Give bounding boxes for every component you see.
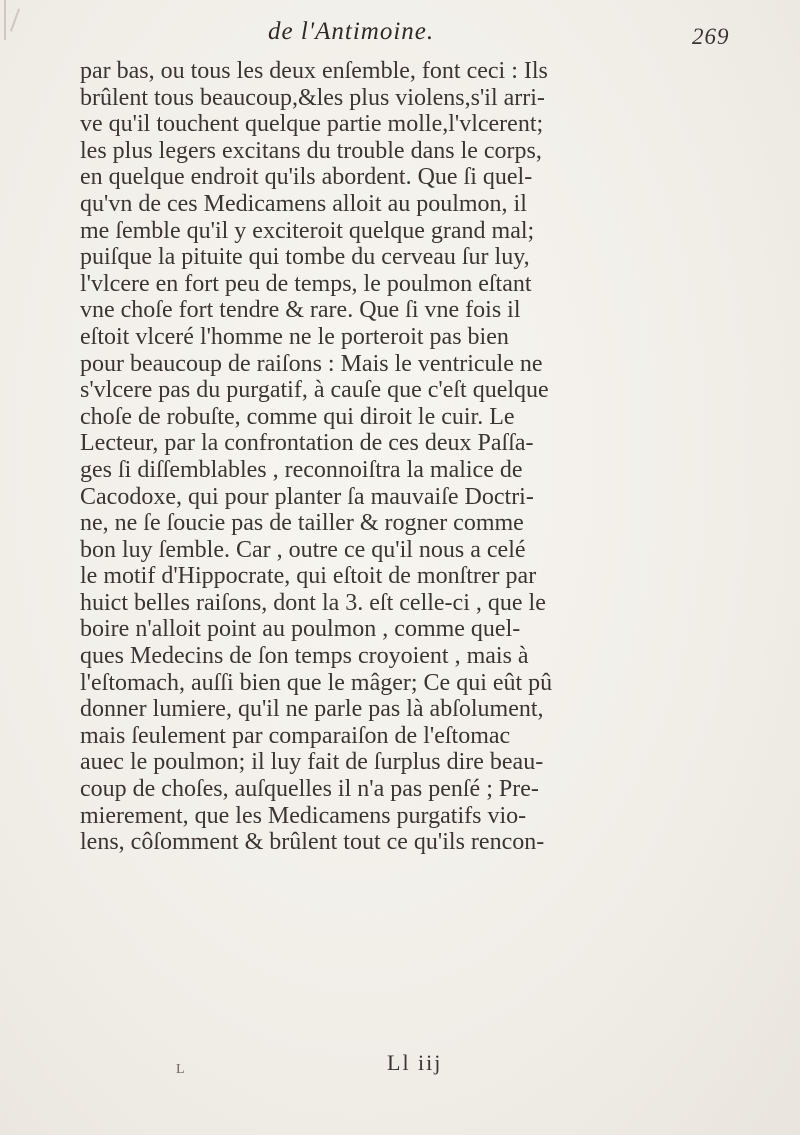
text-line: l'vlcere en fort peu de temps, le poulmon eſtant [80,270,532,297]
text-line: huict belles raiſons, dont la 3. eſt celle-ci , que le [80,589,546,616]
page-edge-mark [4,0,6,40]
text-line: eſtoit vlceré l'homme ne le porteroit pas bien [80,323,509,350]
text-line: pour beaucoup de raiſons : Mais le ventricule ne [80,350,543,377]
text-line: le motif d'Hippocrate, qui eſtoit de monſtrer par [80,563,537,590]
text-line: mierement, que les Medicamens purgatifs vio- [80,802,527,829]
text-line: Lecteur, par la confrontation de ces deux Paſſa- [80,430,534,457]
text-line: l'eſtomach, auſſi bien que le mâger; Ce qui eût pû [80,669,553,696]
text-line: ve qu'il touchent quelque partie molle,l'vlcerent; [80,111,544,138]
text-line: lens, côſomment & brûlent tout ce qu'ils rencon- [80,829,545,856]
text-line: par bas, ou tous les deux enſemble, font ceci : Ils [80,58,548,84]
text-line: me ſemble qu'il y exciteroit quelque grand mal; [80,217,535,244]
text-line: ques Medecins de ſon temps croyoient , mais à [80,643,529,670]
text-line: donner lumiere, qu'il ne parle pas là abſolument, [80,696,544,723]
text-line: s'vlcere pas du purgatif, à cauſe que c'eſt quelque [80,377,549,404]
stray-mark: L [176,1062,185,1077]
page-header [0,18,800,58]
text-line: boire n'alloit point au poulmon , comme quel- [80,616,521,643]
text-line: brûlent tous beaucoup,&les plus violens,s'il arri- [80,84,545,111]
page-number: 269 [692,24,730,49]
body-text [80,58,740,856]
running-head: de l'Antimoine. [268,18,435,45]
text-line: bon luy ſemble. Car , outre ce qu'il nous a celé [80,536,526,563]
text-line: ges ſi diſſemblables , reconnoiſtra la malice de [80,456,523,483]
text-line: en quelque endroit qu'ils abordent. Que ſi quel- [80,164,533,191]
signature-mark: Ll iij [387,1050,443,1075]
text-line: vne choſe fort tendre & rare. Que ſi vne fois il [80,297,521,324]
text-line: puiſque la pituite qui tombe du cerveau ſur luy, [80,244,530,271]
text-line: Cacodoxe, qui pour planter ſa mauvaiſe Doctri- [80,483,534,510]
text-line: coup de choſes, auſquelles il n'a pas penſé ; Pre- [80,776,539,803]
text-line: les plus legers excitans du trouble dans le corps, [80,137,542,164]
text-line: choſe de robuſte, comme qui diroit le cuir. Le [80,403,515,430]
text-line: mais ſeulement par comparaiſon de l'eſtomac [80,722,511,749]
text-line: ne, ne ſe ſoucie pas de tailler & rogner comme [80,510,524,537]
text-line: qu'vn de ces Medicamens alloit au poulmon, il [80,190,527,217]
text-line: auec le poulmon; il luy fait de ſurplus dire beau- [80,749,544,776]
